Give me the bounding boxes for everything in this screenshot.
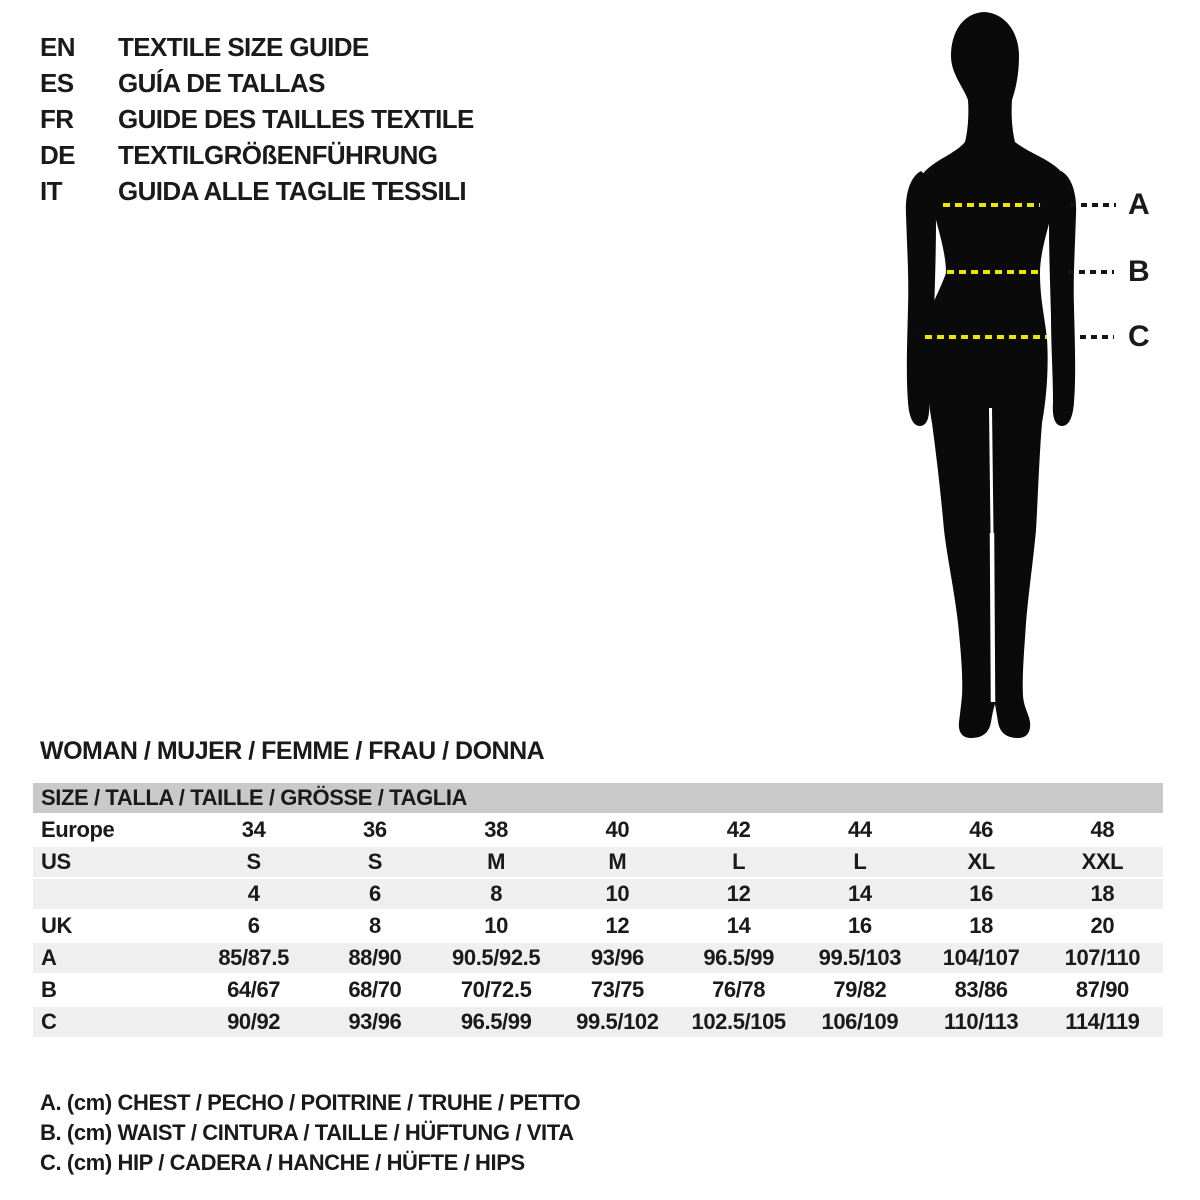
size-value: 96.5/99 bbox=[460, 1009, 532, 1034]
size-value: 83/86 bbox=[954, 977, 1008, 1002]
language-row bbox=[40, 173, 474, 209]
size-value: L bbox=[853, 849, 867, 874]
size-value: 110/113 bbox=[943, 1009, 1019, 1034]
size-value: 90.5/92.5 bbox=[452, 945, 541, 970]
size-value: 8 bbox=[490, 881, 503, 906]
size-value: 6 bbox=[368, 881, 381, 906]
size-value: 87/90 bbox=[1075, 977, 1129, 1002]
row-label: C bbox=[41, 1009, 57, 1034]
size-value: 93/96 bbox=[590, 945, 644, 970]
title-language-list bbox=[40, 29, 474, 209]
language-row bbox=[40, 65, 474, 101]
language-title: TEXTILE SIZE GUIDE bbox=[118, 32, 369, 62]
size-value: 99.5/102 bbox=[576, 1009, 659, 1034]
table-row bbox=[33, 943, 1163, 973]
size-value: M bbox=[487, 849, 506, 874]
leg-gap-line bbox=[991, 408, 993, 533]
marker-label-hip: C bbox=[1128, 320, 1150, 353]
row-label: A bbox=[41, 945, 57, 970]
size-value: 16 bbox=[969, 881, 993, 906]
size-value: 96.5/99 bbox=[703, 945, 774, 970]
size-value: 102.5/105 bbox=[691, 1009, 786, 1034]
size-table-rows bbox=[33, 815, 1163, 1037]
size-value: 73/75 bbox=[590, 977, 644, 1002]
size-value: 18 bbox=[1090, 881, 1115, 906]
language-code: IT bbox=[40, 176, 62, 206]
woman-silhouette bbox=[898, 8, 1098, 748]
size-value: 34 bbox=[241, 817, 266, 842]
size-value: 90/92 bbox=[227, 1009, 281, 1034]
size-value: 4 bbox=[247, 881, 260, 906]
size-value: 42 bbox=[726, 817, 751, 842]
size-value: 107/110 bbox=[1064, 945, 1141, 970]
size-value: XL bbox=[967, 849, 995, 874]
size-value: 99.5/103 bbox=[818, 945, 902, 970]
size-value: 38 bbox=[484, 817, 508, 842]
size-value: 44 bbox=[848, 817, 872, 842]
silhouette-right-arm bbox=[1049, 171, 1076, 426]
measurement-legend bbox=[40, 1088, 580, 1178]
row-label: UK bbox=[41, 913, 72, 938]
table-row bbox=[33, 879, 1163, 909]
legend-line: A. (cm) CHEST / PECHO / POITRINE / TRUHE / PETTO bbox=[40, 1090, 581, 1115]
table-row bbox=[33, 847, 1163, 877]
size-value: 76/78 bbox=[712, 977, 766, 1002]
size-value: 14 bbox=[726, 913, 751, 938]
marker-leader-line-chest bbox=[1070, 203, 1116, 207]
size-value: S bbox=[246, 849, 261, 874]
size-value: 12 bbox=[726, 881, 751, 906]
size-value: 18 bbox=[969, 913, 993, 938]
size-value: 114/119 bbox=[1065, 1009, 1140, 1034]
language-code: ES bbox=[40, 68, 74, 98]
language-title: GUIDE DES TAILLES TEXTILE bbox=[118, 104, 474, 134]
row-label bbox=[33, 879, 193, 909]
language-code: DE bbox=[40, 140, 75, 170]
language-title: GUIDA ALLE TAGLIE TESSILI bbox=[118, 176, 467, 206]
size-value: 64/67 bbox=[227, 977, 281, 1002]
size-table-header: SIZE / TALLA / TAILLE / GRÖSSE / TAGLIA bbox=[33, 783, 1163, 813]
row-label: B bbox=[41, 977, 57, 1002]
table-row bbox=[33, 911, 1163, 941]
section-label: WOMAN / MUJER / FEMME / FRAU / DONNA bbox=[40, 737, 545, 765]
table-row bbox=[33, 1007, 1163, 1037]
marker-leader-line-waist bbox=[1068, 270, 1114, 274]
size-value: 85/87.5 bbox=[218, 945, 289, 970]
size-table bbox=[33, 783, 1163, 1039]
size-value: 46 bbox=[969, 817, 993, 842]
language-title: GUÍA DE TALLAS bbox=[118, 68, 325, 98]
size-value: 88/90 bbox=[348, 945, 402, 970]
row-label: Europe bbox=[41, 817, 115, 842]
size-value: 6 bbox=[247, 913, 260, 938]
language-title: TEXTILGRÖßENFÜHRUNG bbox=[118, 140, 438, 170]
marker-label-chest: A bbox=[1128, 188, 1150, 221]
size-value: 20 bbox=[1090, 913, 1115, 938]
size-value: 36 bbox=[363, 817, 387, 842]
table-row bbox=[33, 815, 1163, 845]
size-value: 40 bbox=[605, 817, 630, 842]
leg-gap-line-lower bbox=[992, 533, 993, 702]
language-row bbox=[40, 137, 474, 173]
size-value: 48 bbox=[1090, 817, 1115, 842]
size-value: 104/107 bbox=[942, 945, 1020, 970]
size-value: XXL bbox=[1081, 849, 1124, 874]
size-value: 106/109 bbox=[821, 1009, 899, 1034]
size-value: 68/70 bbox=[348, 977, 402, 1002]
size-value: 16 bbox=[848, 913, 872, 938]
size-value: M bbox=[608, 849, 627, 874]
marker-label-waist: B bbox=[1128, 255, 1150, 288]
language-row bbox=[40, 101, 474, 137]
language-code: FR bbox=[40, 104, 74, 134]
row-label: US bbox=[41, 849, 71, 874]
size-value: 10 bbox=[484, 913, 508, 938]
size-value: 93/96 bbox=[348, 1009, 402, 1034]
language-row bbox=[40, 29, 474, 65]
table-row bbox=[33, 975, 1163, 1005]
size-value: 70/72.5 bbox=[460, 977, 532, 1002]
size-value: 14 bbox=[848, 881, 872, 906]
size-value: L bbox=[732, 849, 746, 874]
size-value: S bbox=[367, 849, 383, 874]
size-value: 79/82 bbox=[833, 977, 887, 1002]
size-value: 10 bbox=[605, 881, 630, 906]
language-code: EN bbox=[40, 32, 75, 62]
size-value: 12 bbox=[605, 913, 630, 938]
marker-leader-line-hip bbox=[1080, 335, 1114, 339]
size-value: 8 bbox=[368, 913, 381, 938]
legend-line: C. (cm) HIP / CADERA / HANCHE / HÜFTE / HIPS bbox=[40, 1150, 525, 1175]
legend-line: B. (cm) WAIST / CINTURA / TAILLE / HÜFTUNG / VITA bbox=[40, 1120, 574, 1145]
